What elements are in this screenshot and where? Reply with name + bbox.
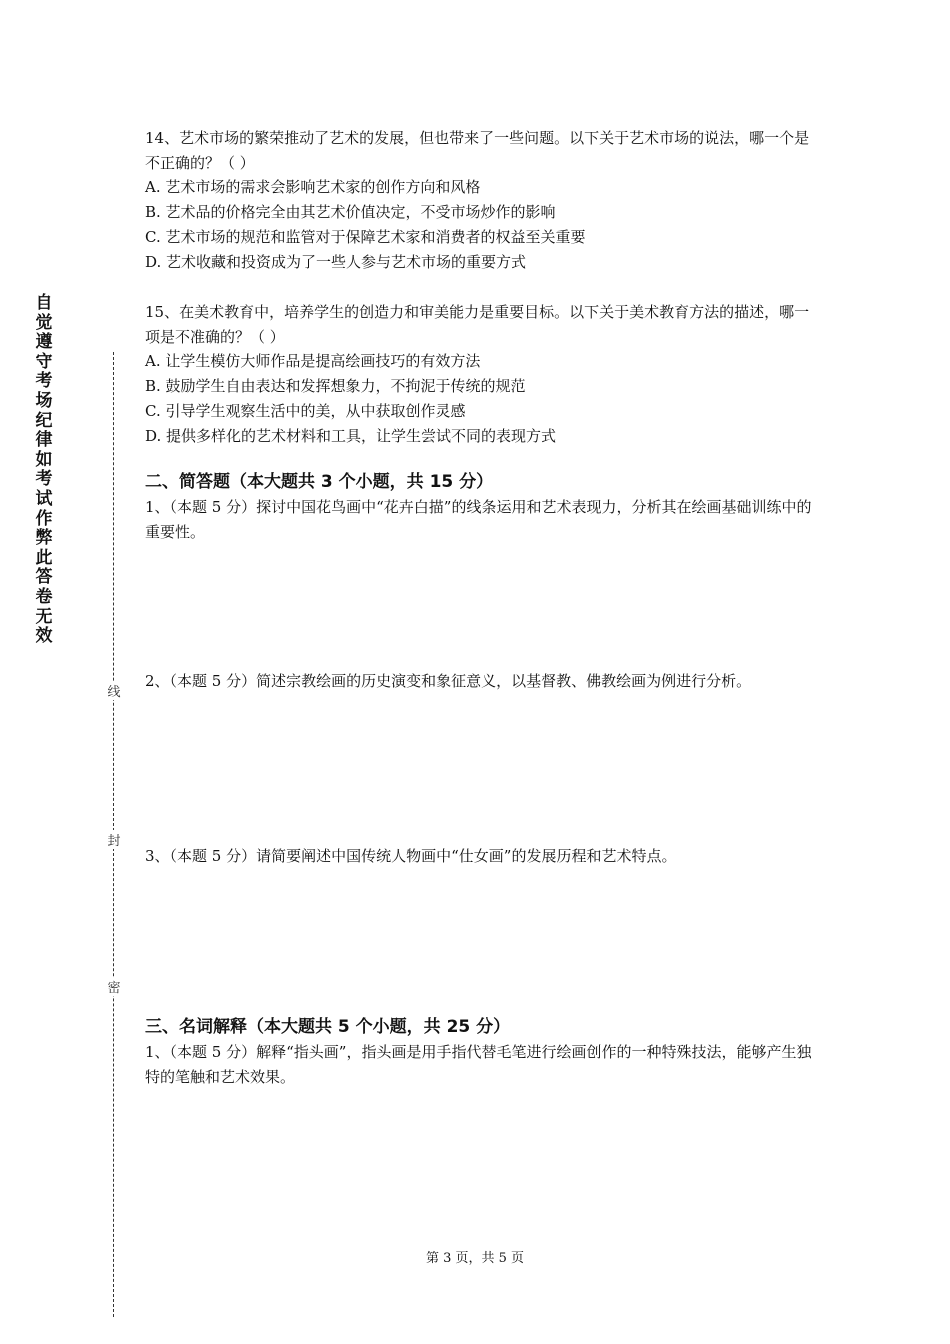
option-c: C. 艺术市场的规范和监管对于保障艺术家和消费者的权益至关重要 <box>145 228 586 246</box>
option-d: D. 提供多样化的艺术材料和工具，让学生尝试不同的表现方式 <box>145 427 557 445</box>
exam-content <box>145 126 817 1089</box>
question-15 <box>145 300 817 449</box>
short-answer-question-2: 2、（本题 5 分）简述宗教绘画的历史演变和象征意义，以基督教、佛教绘画为例进行分析。 <box>145 672 752 690</box>
question-stem: 14、艺术市场的繁荣推动了艺术的发展，但也带来了一些问题。以下关于艺术市场的说法，哪一个是不正确的？（ ） <box>145 129 810 172</box>
term-question-1: 1、（本题 5 分）解释“指头画”，指头画是用手指代替毛笔进行绘画创作的一种特殊技法，能够产生独特的笔触和艺术效果。 <box>145 1043 812 1086</box>
option-a: A. 艺术市场的需求会影响艺术家的创作方向和风格 <box>145 178 481 196</box>
option-b: B. 艺术品的价格完全由其艺术价值决定，不受市场炒作的影响 <box>145 203 556 221</box>
option-d: D. 艺术收藏和投资成为了一些人参与艺术市场的重要方式 <box>145 253 527 271</box>
page-number: 第 3 页，共 5 页 <box>425 1251 525 1266</box>
option-a: A. 让学生模仿大师作品是提高绘画技巧的有效方法 <box>145 352 481 370</box>
option-c: C. 引导学生观察生活中的美，从中获取创作灵感 <box>145 402 466 420</box>
seal-mark-mi: 密 <box>106 977 122 996</box>
option-b: B. 鼓励学生自由表达和发挥想象力，不拘泥于传统的规范 <box>145 377 526 395</box>
seal-mark-xian: 线 <box>106 681 122 700</box>
section-title-term-explanation: 三、名词解释（本大题共 5 个小题，共 25 分） <box>145 1017 511 1037</box>
short-answer-question-3: 3、（本题 5 分）请简要阐述中国传统人物画中“仕女画”的发展历程和艺术特点。 <box>145 846 677 865</box>
question-14 <box>145 126 817 275</box>
seal-mark-feng: 封 <box>106 830 122 849</box>
section-title-short-answer: 二、简答题（本大题共 3 个小题，共 15 分） <box>145 472 494 492</box>
question-stem: 15、在美术教育中，培养学生的创造力和审美能力是重要目标。以下关于美术教育方法的描述，哪一项是不准确的？（ ） <box>145 303 810 346</box>
short-answer-question-1: 1、（本题 5 分）探讨中国花鸟画中“花卉白描”的线条运用和艺术表现力，分析其在绘画基础训练中的重要性。 <box>145 498 812 541</box>
exam-discipline-notice: 自觉遵守考场纪律如考试作弊此答卷无效 <box>35 293 53 647</box>
